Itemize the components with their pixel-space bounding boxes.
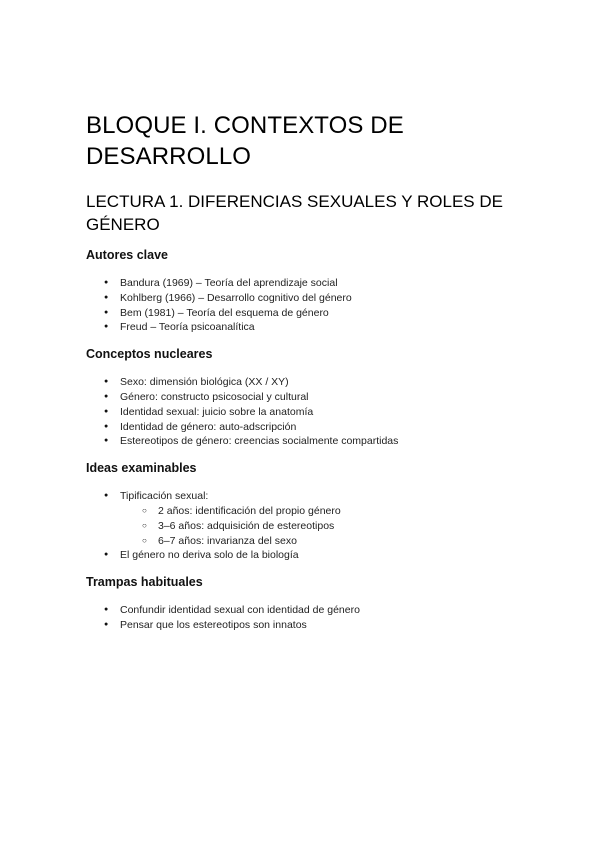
section-heading: Ideas examinables — [86, 461, 197, 476]
list-item: ● Pensar que los estereotipos son innatos — [86, 618, 526, 633]
bullet-list — [86, 489, 526, 563]
block-title: BLOQUE I. CONTEXTOS DE DESARROLLO — [86, 112, 404, 170]
list-item: ● Freud – Teoría psicoanalítica — [86, 320, 526, 335]
sub-list-item: ○ 6–7 años: invarianza del sexo — [120, 534, 526, 549]
section-heading: Autores clave — [86, 248, 168, 262]
section-autores-clave — [86, 247, 526, 335]
list-item: ● Bem (1981) – Teoría del esquema de género — [86, 306, 526, 321]
section-heading: Conceptos nucleares — [86, 347, 213, 362]
sub-list-item: ○ 3–6 años: adquisición de estereotipos — [120, 519, 526, 534]
section-ideas-examinables — [86, 460, 526, 563]
reading-title: LECTURA 1. DIFERENCIAS SEXUALES Y ROLES DE GÉNERO — [86, 192, 503, 234]
list-item: ● Bandura (1969) – Teoría del aprendizaje social — [86, 276, 526, 291]
sub-bullet-list — [120, 504, 526, 548]
section-trampas-habituales — [86, 574, 526, 633]
list-item: ● Identidad de género: auto-adscripción — [86, 420, 526, 435]
list-item: ● Kohlberg (1966) – Desarrollo cognitivo del género — [86, 291, 526, 306]
section-heading: Trampas habituales — [86, 575, 203, 590]
list-item: ● Género: constructo psicosocial y cultural — [86, 390, 526, 405]
list-item: ● Identidad sexual: juicio sobre la anatomía — [86, 405, 526, 420]
section-conceptos-nucleares — [86, 346, 526, 449]
list-item: ● Sexo: dimensión biológica (XX / XY) — [86, 375, 526, 390]
bullet-list — [86, 276, 526, 335]
bullet-list — [86, 603, 526, 633]
sub-list-item: ○ 2 años: identificación del propio género — [120, 504, 526, 519]
list-item-text: Tipificación sexual: — [120, 490, 209, 503]
list-item: ● Estereotipos de género: creencias socialmente compartidas — [86, 434, 526, 449]
document-page — [86, 110, 526, 633]
list-item: ● El género no deriva solo de la biología — [86, 548, 526, 563]
bullet-list — [86, 375, 526, 449]
list-item: ● Confundir identidad sexual con identidad de género — [86, 603, 526, 618]
list-item — [86, 489, 526, 548]
